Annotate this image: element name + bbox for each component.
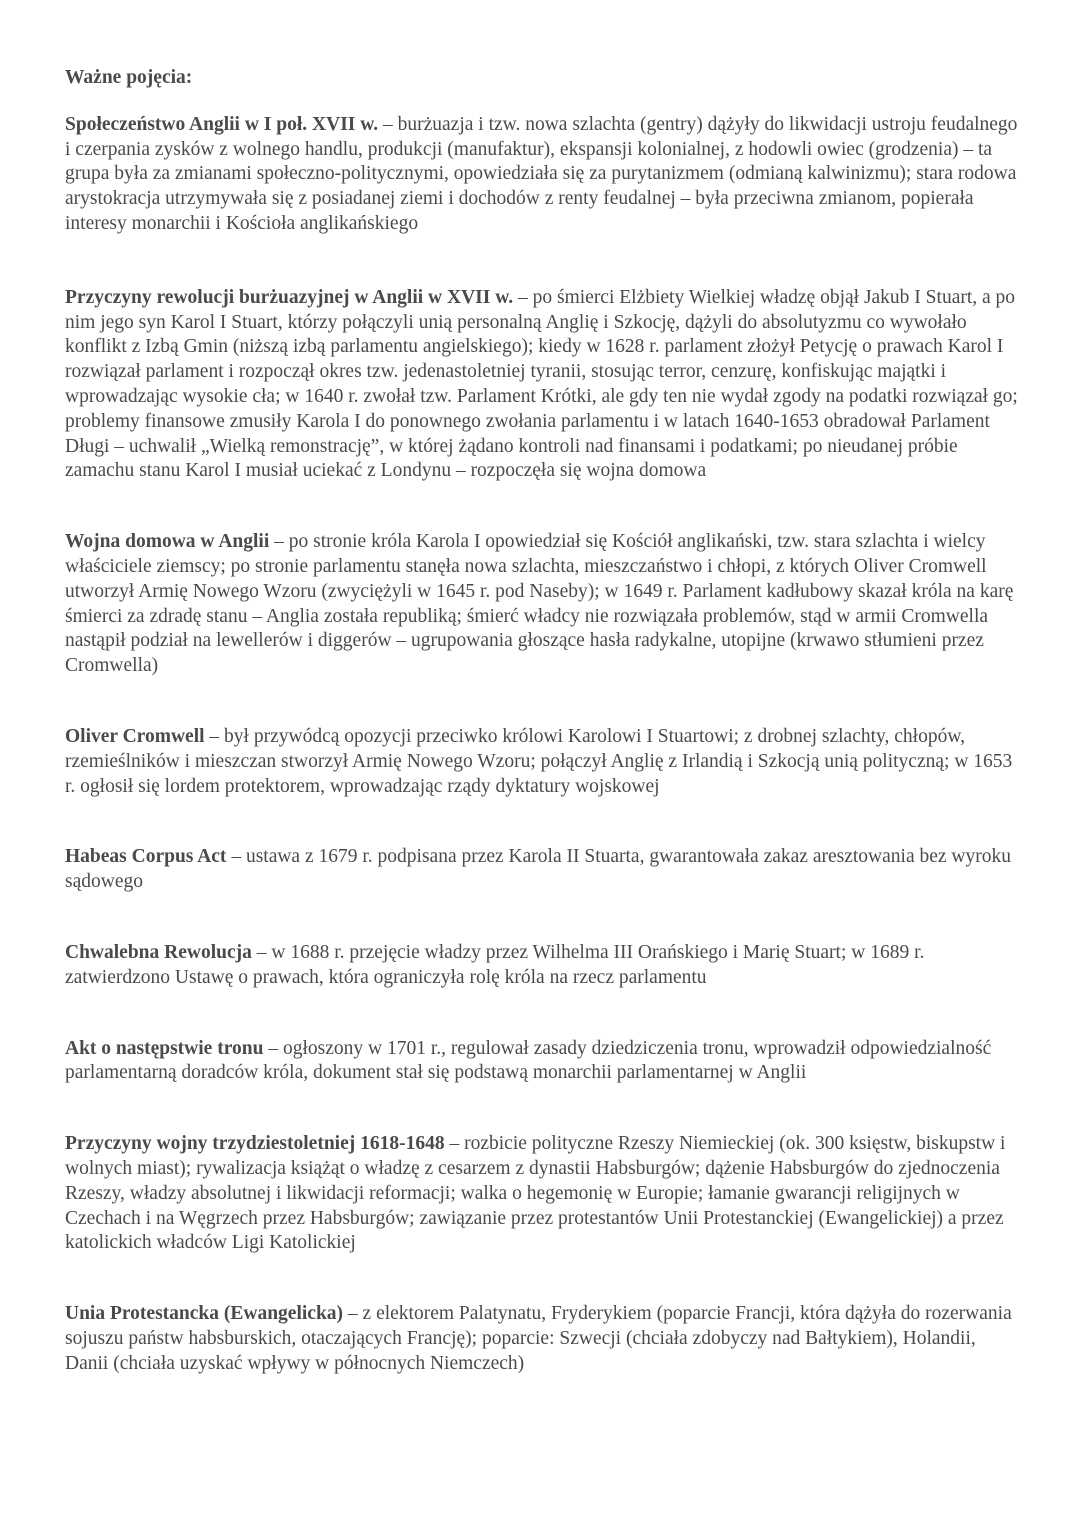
entry-term: Wojna domowa w Anglii	[65, 531, 270, 553]
entry-definition: – po stronie króla Karola I opowiedział się Kościół anglikański, tzw. stara szlachta i wielcy właściciele ziemscy; po stronie parlamentu stanęła nowa szlachta, mieszczaństwo i chłopi, z których Oliver Cromwell utworzył Armię Nowego Wzoru (zwyciężyli w 1645 r. pod Naseby); w 1649 r. Parlament kadłubowy skazał króla na karę śmierci za zdradę stanu – Anglia została republiką; śmierć władcy nie rozwiązała problemów, stąd w armii Cromwella nastąpił podział na lewellerów i diggerów – ugrupowania głoszące hasła radykalne, utopijne (krwawo stłumieni przez Cromwella)	[65, 531, 1014, 677]
entry-definition: – burżuazja i tzw. nowa szlachta (gentry) dążyły do likwidacji ustroju feudalnego i czerpania zysków z wolnego handlu, produkcji (manufaktur), ekspansji kolonialnej, z hodowli owiec (grodzenia) – ta grupa była za zmianami społeczno-politycznymi, opowiedziała się za purytanizmem (odmianą kalwinizmu); stara rodowa arystokracja utrzymywała się z posiadanej ziemi i dochodów z renty feudalnej – była przeciwna zmianom, popierała interesy monarchii i Kościoła anglikańskiego	[65, 113, 1018, 234]
entry-definition: – ustawa z 1679 r. podpisana przez Karola II Stuarta, gwarantowała zakaz aresztowania bez wyroku sądowego	[65, 846, 1011, 893]
entry-term: Unia Protestancka (Ewangelicka)	[65, 1303, 344, 1325]
entry-society-england	[65, 113, 1020, 237]
entry-civil-war	[65, 530, 1020, 679]
entry-definition: – po śmierci Elżbiety Wielkiej władzę objął Jakub I Stuart, a po nim jego syn Karol I Stuart, którzy połączyli unią personalną Anglię i Szkocję, dążyli do absolutyzmu co wywołało konflikt z Izbą Gmin (niższą izbą parlamentu angielskiego); kiedy w 1628 r. parlament złożył Petycję o prawach Karol I rozwiązał parlament i rozpoczął okres tzw. jedenastoletniej tyranii, stosując terror, cenzurę, konfiskując majątki i wprowadzając wysokie cła; w 1640 r. zwołał tzw. Parlament Krótki, ale gdy ten nie wydał zgody na podatki rozwiązał go; problemy finansowe zmusiły Karola I do ponownego zwołania parlamentu i w latach 1640-1653 obradował Parlament Długi – uchwalił „Wielką remonstrację”, w której żądano kontroli nad finansami i podatkami; po nieudanej próbie zamachu stanu Karol I musiał uciekać z Londynu – rozpoczęła się wojna domowa	[65, 286, 1018, 482]
entry-definition: – był przywódcą opozycji przeciwko królowi Karolowi I Stuartowi; z drobnej szlachty, chłopów, rzemieślników i mieszczan stworzył Armię Nowego Wzoru; połączył Anglię z Irlandią i Szkocją unią polityczną; w 1653 r. ogłosił się lordem protektorem, wprowadzając rządy dyktatury wojskowej	[65, 725, 1013, 797]
entry-term: Społeczeństwo Anglii w I poł. XVII w.	[65, 113, 379, 135]
document-page	[65, 66, 1020, 1376]
entry-term: Oliver Cromwell	[65, 725, 205, 747]
entry-glorious-revolution	[65, 941, 1020, 991]
entry-act-of-settlement	[65, 1037, 1020, 1087]
entry-definition: – rozbicie polityczne Rzeszy Niemieckiej (ok. 300 księstw, biskupstw i wolnych miast); rywalizacja książąt o władzę z cesarzem z dynastii Habsburgów; dążenie Habsburgów do zjednoczenia Rzeszy, władzy absolutnej i likwidacji reformacji; walka o hegemonię w Europie; łamanie gwarancji religijnych w Czechach i na Węgrzech przez Habsburgów; zawiązanie przez protestantów Unii Protestanckiej (Ewangelickiej) a przez katolickich władców Ligi Katolickiej	[65, 1133, 1006, 1254]
entry-term: Habeas Corpus Act	[65, 846, 227, 868]
entry-term: Przyczyny rewolucji burżuazyjnej w Anglii w XVII w.	[65, 286, 514, 308]
entry-revolution-causes	[65, 286, 1020, 484]
entry-definition: – ogłoszony w 1701 r., regulował zasady dziedziczenia tronu, wprowadził odpowiedzialność parlamentarną doradców króla, dokument stał się podstawą monarchii parlamentarnej w Anglii	[65, 1037, 992, 1084]
entry-oliver-cromwell	[65, 725, 1020, 799]
entry-definition: – z elektorem Palatynatu, Fryderykiem (poparcie Francji, która dążyła do rozerwania sojuszu państw habsburskich, otaczających Francję); poparcie: Szwecji (chciała zdobyczy nad Bałtykiem), Holandii, Danii (chciała uzyskać wpływy w północnych Niemczech)	[65, 1303, 1012, 1374]
entry-protestant-union	[65, 1302, 1020, 1376]
entry-term: Akt o następstwie tronu	[65, 1037, 264, 1059]
entry-thirty-years-war	[65, 1132, 1020, 1256]
document-heading: Ważne pojęcia:	[65, 67, 193, 88]
entry-term: Przyczyny wojny trzydziestoletniej 1618-1648	[65, 1133, 445, 1155]
entry-habeas-corpus	[65, 845, 1020, 895]
entry-definition: – w 1688 r. przejęcie władzy przez Wilhelma III Orańskiego i Marię Stuart; w 1689 r. zatwierdzono Ustawę o prawach, która ograniczyła rolę króla na rzecz parlamentu	[65, 941, 925, 988]
entry-term: Chwalebna Rewolucja	[65, 941, 252, 963]
